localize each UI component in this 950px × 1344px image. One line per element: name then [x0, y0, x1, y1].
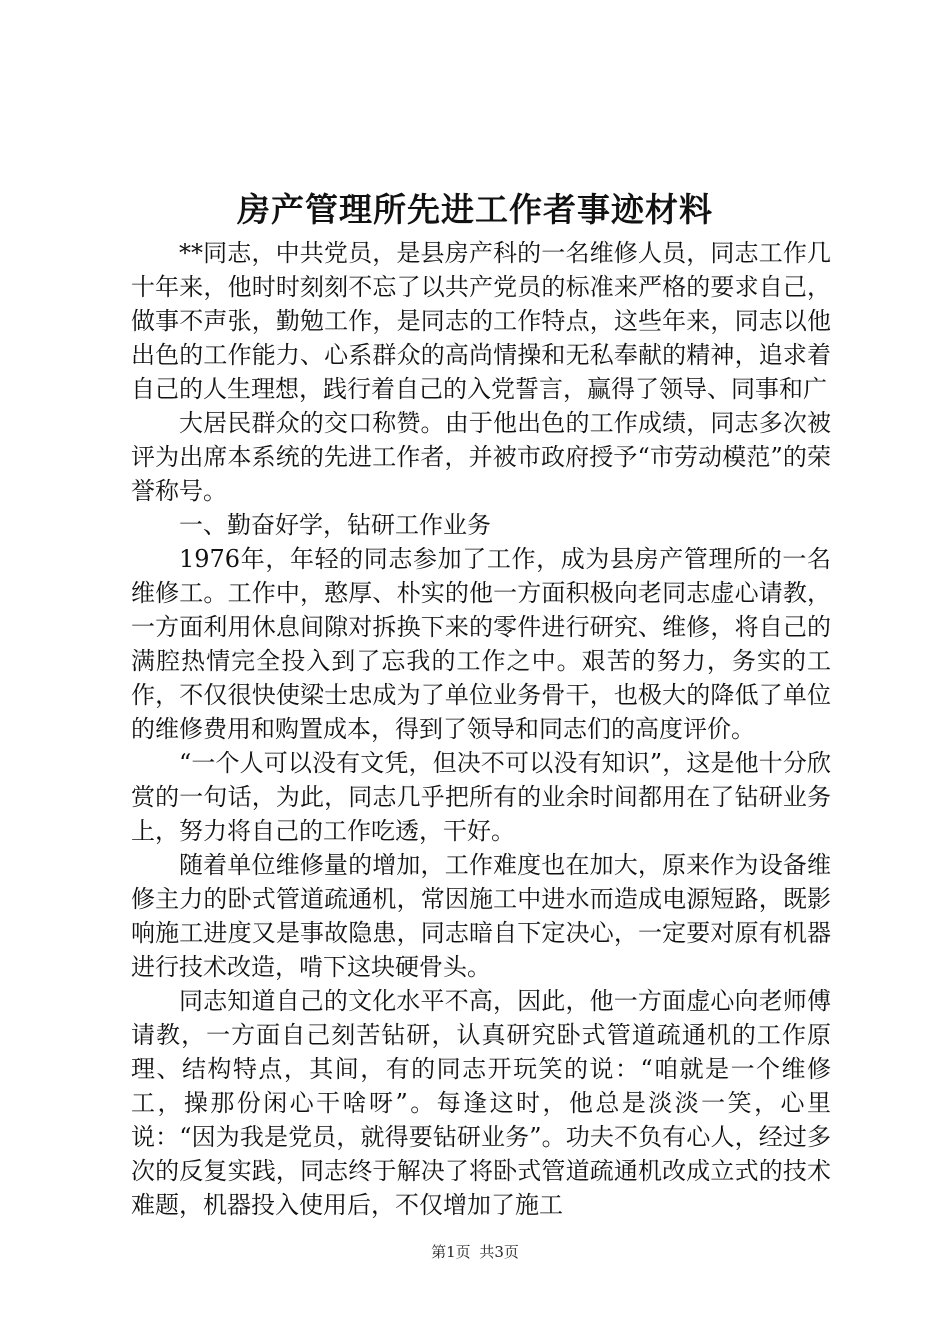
page-footer — [0, 1242, 950, 1262]
page-total: 共3页 — [479, 1243, 519, 1261]
paragraph: 1976年，年轻的同志参加了工作，成为县房产管理所的一名维修工。工作中，憨厚、朴实的他一方面积极向老同志虚心请教，一方面利用休息间隙对拆换下来的零件进行研究、维修，将自己的满腔热情完全投入到了忘我的工作之中。艰苦的努力，务实的工作，不仅很快使梁士忠成为了单位业务骨干，也极大的降低了单位的维修费用和购置成本，得到了领导和同志们的高度评价。 — [131, 545, 831, 743]
page-number: 第1页 — [431, 1243, 471, 1261]
paragraph: **同志，中共党员，是县房产科的一名维修人员，同志工作几十年来，他时时刻刻不忘了以共产党员的标准来严格的要求自己，做事不声张，勤勉工作，是同志的工作特点，这些年来，同志以他出色的工作能力、心系群众的高尚情操和无私奉献的精神，追求着自己的人生理想，践行着自己的入党誓言，赢得了领导、同事和广 — [131, 239, 831, 403]
paragraph: 随着单位维修量的增加，工作难度也在加大，原来作为设备维修主力的卧式管道疏通机，常因施工中进水而造成电源短路，既影响施工进度又是事故隐患，同志暗自下定决心，一定要对原有机器进行技术改造，啃下这块硬骨头。 — [131, 851, 831, 981]
document-title: 房产管理所先进工作者事迹材料 — [237, 190, 713, 229]
paragraph: 同志知道自己的文化水平不高，因此，他一方面虚心向老师傅请教，一方面自己刻苦钻研，认真研究卧式管道疏通机的工作原理、结构特点，其间，有的同志开玩笑的说：“咱就是一个维修工，操那份闲心干啥呀”。每逢这时，他总是淡淡一笑，心里说：“因为我是党员，就得要钻研业务”。功夫不负有心人，经过多次的反复实践，同志终于解决了将卧式管道疏通机改成立式的技术难题，机器投入使用后，不仅增加了施工 — [131, 987, 831, 1219]
paragraph: “一个人可以没有文凭，但决不可以没有知识”，这是他十分欣赏的一句话，为此，同志几乎把所有的业余时间都用在了钻研业务上，努力将自己的工作吃透，干好。 — [131, 749, 831, 845]
section-heading: 一、勤奋好学，钻研工作业务 — [179, 511, 491, 539]
paragraph: 大居民群众的交口称赞。由于他出色的工作成绩，同志多次被评为出席本系统的先进工作者，并被市政府授予“市劳动模范”的荣誉称号。 — [131, 409, 831, 505]
document-body — [131, 236, 831, 1222]
